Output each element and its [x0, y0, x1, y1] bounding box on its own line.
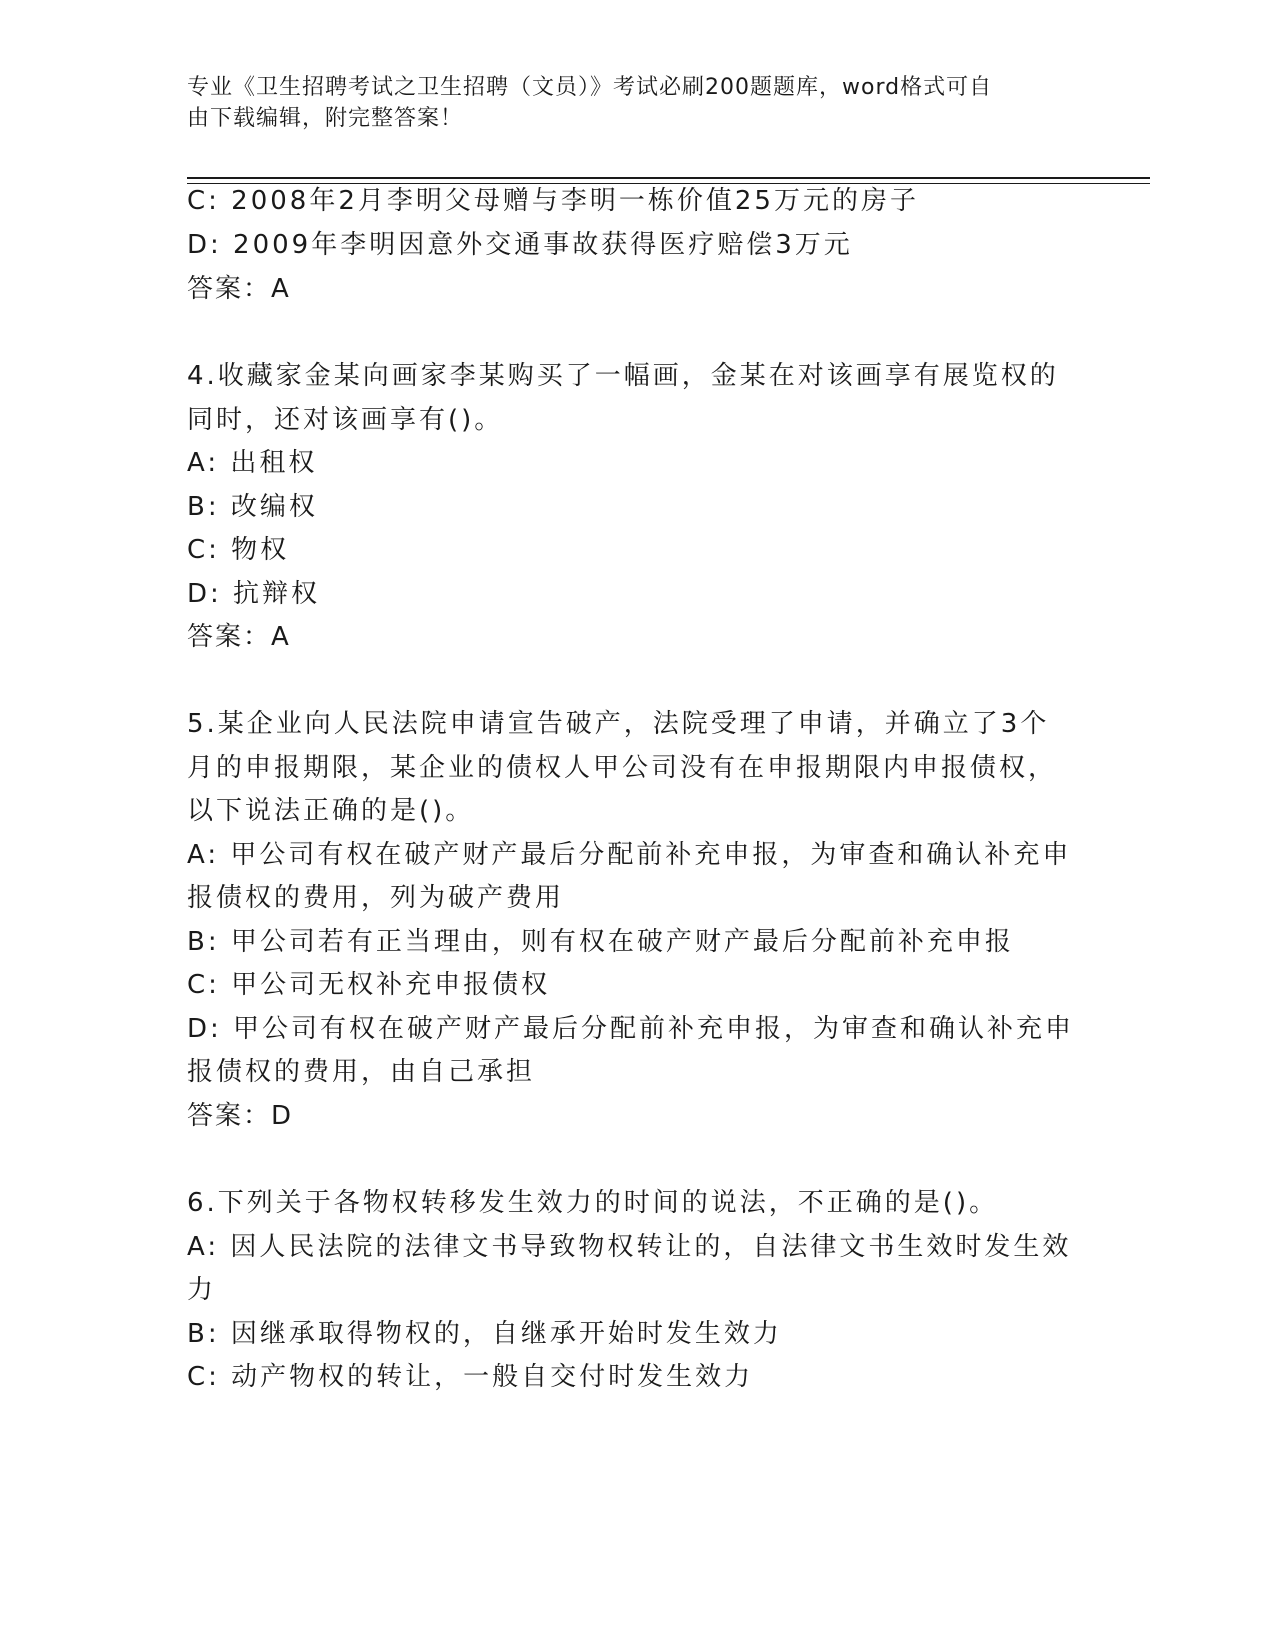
q6-stem: 6.下列关于各物权转移发生效力的时间的说法，不正确的是()。 [187, 1188, 999, 1218]
q5-answer: 答案：D [187, 1101, 294, 1131]
q4-option-b: B: 改编权 [187, 492, 318, 522]
q5-option-b: B: 甲公司若有正当理由，则有权在破产财产最后分配前补充申报 [187, 927, 1014, 957]
q6-option-c: C: 动产物权的转让，一般自交付时发生效力 [187, 1362, 754, 1392]
header-divider-thick [187, 177, 1150, 179]
q4-option-c: C: 物权 [187, 535, 290, 565]
q5-option-d-line-1: D: 甲公司有权在破产财产最后分配前补充申报，为审查和确认补充申 [187, 1014, 1075, 1044]
header-line-2: 由下载编辑，附完整答案！ [187, 106, 464, 131]
q3-option-d: D: 2009年李明因意外交通事故获得医疗赔偿3万元 [187, 230, 853, 260]
q5-option-a-line-2: 报债权的费用，列为破产费用 [187, 883, 565, 913]
header-line-1: 专业《卫生招聘考试之卫生招聘（文员）》考试必刷200题题库，word格式可自 [187, 75, 993, 100]
q6-option-a-line-1: A: 因人民法院的法律文书导致物权转让的，自法律文书生效时发生效 [187, 1232, 1072, 1262]
q3-option-c: C: 2008年2月李明父母赠与李明一栋价值25万元的房子 [187, 186, 919, 216]
q5-option-a-line-1: A: 甲公司有权在破产财产最后分配前补充申报，为审查和确认补充申 [187, 840, 1072, 870]
header-divider-thin [187, 183, 1150, 184]
q4-stem-line-1: 4.收藏家金某向画家李某购买了一幅画，金某在对该画享有展览权的 [187, 361, 1059, 391]
q5-option-d-line-2: 报债权的费用，由自己承担 [187, 1057, 536, 1087]
q6-option-a-line-2: 力 [187, 1275, 217, 1305]
q4-stem-line-2: 同时，还对该画享有()。 [187, 405, 504, 435]
q5-stem-line-1: 5.某企业向人民法院申请宣告破产，法院受理了申请，并确立了3个 [187, 709, 1050, 739]
q4-option-d: D: 抗辩权 [187, 579, 321, 609]
q3-answer: 答案：A [187, 274, 291, 304]
document-header [187, 72, 1067, 134]
q6-option-b: B: 因继承取得物权的，自继承开始时发生效力 [187, 1319, 782, 1349]
q5-stem-line-3: 以下说法正确的是()。 [187, 796, 475, 826]
q5-option-c: C: 甲公司无权补充申报债权 [187, 970, 551, 1000]
q5-stem-line-2: 月的申报期限，某企业的债权人甲公司没有在申报期限内申报债权， [187, 753, 1058, 783]
q4-option-a: A: 出租权 [187, 448, 318, 478]
q4-answer: 答案：A [187, 622, 291, 652]
